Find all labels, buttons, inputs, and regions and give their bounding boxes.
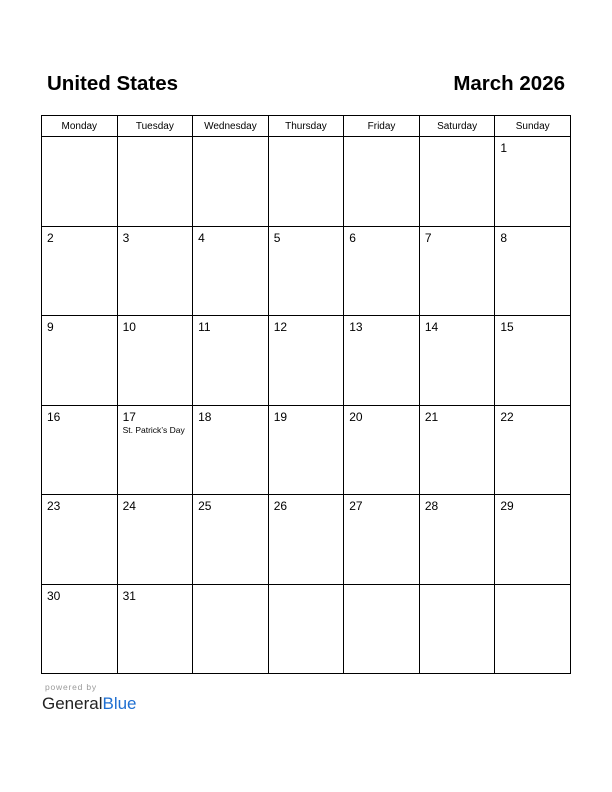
- day-number: 11: [198, 320, 211, 334]
- day-cell: [344, 405, 420, 495]
- day-number: 17: [122, 409, 136, 424]
- day-number: 7: [424, 230, 432, 245]
- day-cell: [419, 226, 495, 316]
- day-cell: [495, 137, 571, 227]
- weekday-header: Saturday: [419, 116, 495, 137]
- powered-by-text: powered by: [45, 682, 97, 692]
- weekday-header: Friday: [344, 116, 420, 137]
- weekday-header: Thursday: [268, 116, 344, 137]
- weekday-header: Tuesday: [117, 116, 193, 137]
- day-cell: [42, 316, 118, 406]
- day-number: 12: [273, 320, 288, 334]
- day-cell: [268, 584, 344, 674]
- day-cell: [42, 584, 118, 674]
- day-cell: [193, 316, 269, 406]
- day-cell: [344, 137, 420, 227]
- day-cell: [419, 316, 495, 406]
- day-number: 31: [122, 588, 136, 603]
- day-cell: [268, 316, 344, 406]
- day-number: 2: [47, 230, 54, 245]
- day-number: 20: [349, 409, 363, 424]
- day-cell: [117, 495, 193, 585]
- day-number: 4: [198, 230, 205, 245]
- day-cell: [193, 137, 269, 227]
- day-cell: [193, 584, 269, 674]
- day-number: 15: [500, 320, 514, 334]
- day-number: 22: [500, 409, 514, 424]
- day-cell: [268, 495, 344, 585]
- day-cell: [344, 495, 420, 585]
- day-cell: [193, 495, 269, 585]
- day-cell: [495, 226, 571, 316]
- day-number: 10: [122, 320, 136, 334]
- day-number: 25: [198, 499, 212, 513]
- day-cell: [268, 226, 344, 316]
- weekday-header: Monday: [42, 116, 118, 137]
- week-row: [42, 584, 571, 674]
- brand-logo[interactable]: [42, 693, 137, 715]
- day-cell: [42, 495, 118, 585]
- day-cell: [344, 226, 420, 316]
- week-row: [42, 405, 571, 495]
- day-number: 8: [500, 230, 508, 245]
- day-cell: [42, 137, 118, 227]
- day-number: 16: [47, 409, 61, 424]
- day-cell: [117, 226, 193, 316]
- brand-name-part1: General: [42, 694, 103, 713]
- weekday-header-row: [42, 116, 571, 137]
- weekday-header: Sunday: [495, 116, 571, 137]
- week-row: [42, 137, 571, 227]
- day-cell: [193, 226, 269, 316]
- day-number: 28: [424, 499, 439, 513]
- day-number: 6: [349, 230, 356, 245]
- day-number: 29: [500, 499, 514, 513]
- day-cell: [419, 137, 495, 227]
- day-number: 1: [500, 141, 508, 155]
- day-cell: [117, 137, 193, 227]
- day-number: 24: [122, 499, 136, 513]
- day-number: 21: [424, 409, 439, 424]
- day-cell: [419, 584, 495, 674]
- day-cell: [42, 226, 118, 316]
- day-cell: [117, 316, 193, 406]
- day-number: 19: [273, 409, 288, 424]
- day-cell: [419, 405, 495, 495]
- country-title: United States: [47, 72, 178, 95]
- holiday-label: St. Patrick’s Day: [122, 424, 185, 435]
- day-number: 23: [47, 499, 61, 513]
- day-number: 9: [47, 320, 54, 334]
- day-cell: [117, 405, 193, 495]
- day-cell: [495, 495, 571, 585]
- week-row: [42, 316, 571, 406]
- day-number: 5: [273, 230, 281, 245]
- brand-name-part2: Blue: [102, 694, 137, 713]
- day-cell: [193, 405, 269, 495]
- day-number: 18: [198, 409, 212, 424]
- day-number: 27: [349, 499, 363, 513]
- month-year-title: March 2026: [453, 72, 565, 95]
- day-cell: [117, 584, 193, 674]
- day-number: 13: [349, 320, 363, 334]
- day-cell: [419, 495, 495, 585]
- day-number: 30: [47, 588, 61, 603]
- day-cell: [344, 316, 420, 406]
- weekday-header: Wednesday: [193, 116, 269, 137]
- day-cell: [495, 405, 571, 495]
- day-cell: [495, 316, 571, 406]
- day-cell: [344, 584, 420, 674]
- week-row: [42, 495, 571, 585]
- day-cell: [268, 405, 344, 495]
- day-number: 3: [122, 230, 130, 245]
- day-cell: [495, 584, 571, 674]
- calendar-grid: [41, 115, 571, 674]
- day-cell: [268, 137, 344, 227]
- day-number: 26: [273, 499, 288, 513]
- footer-branding: [42, 682, 137, 715]
- day-number: 14: [424, 320, 439, 334]
- day-cell: [42, 405, 118, 495]
- week-row: [42, 226, 571, 316]
